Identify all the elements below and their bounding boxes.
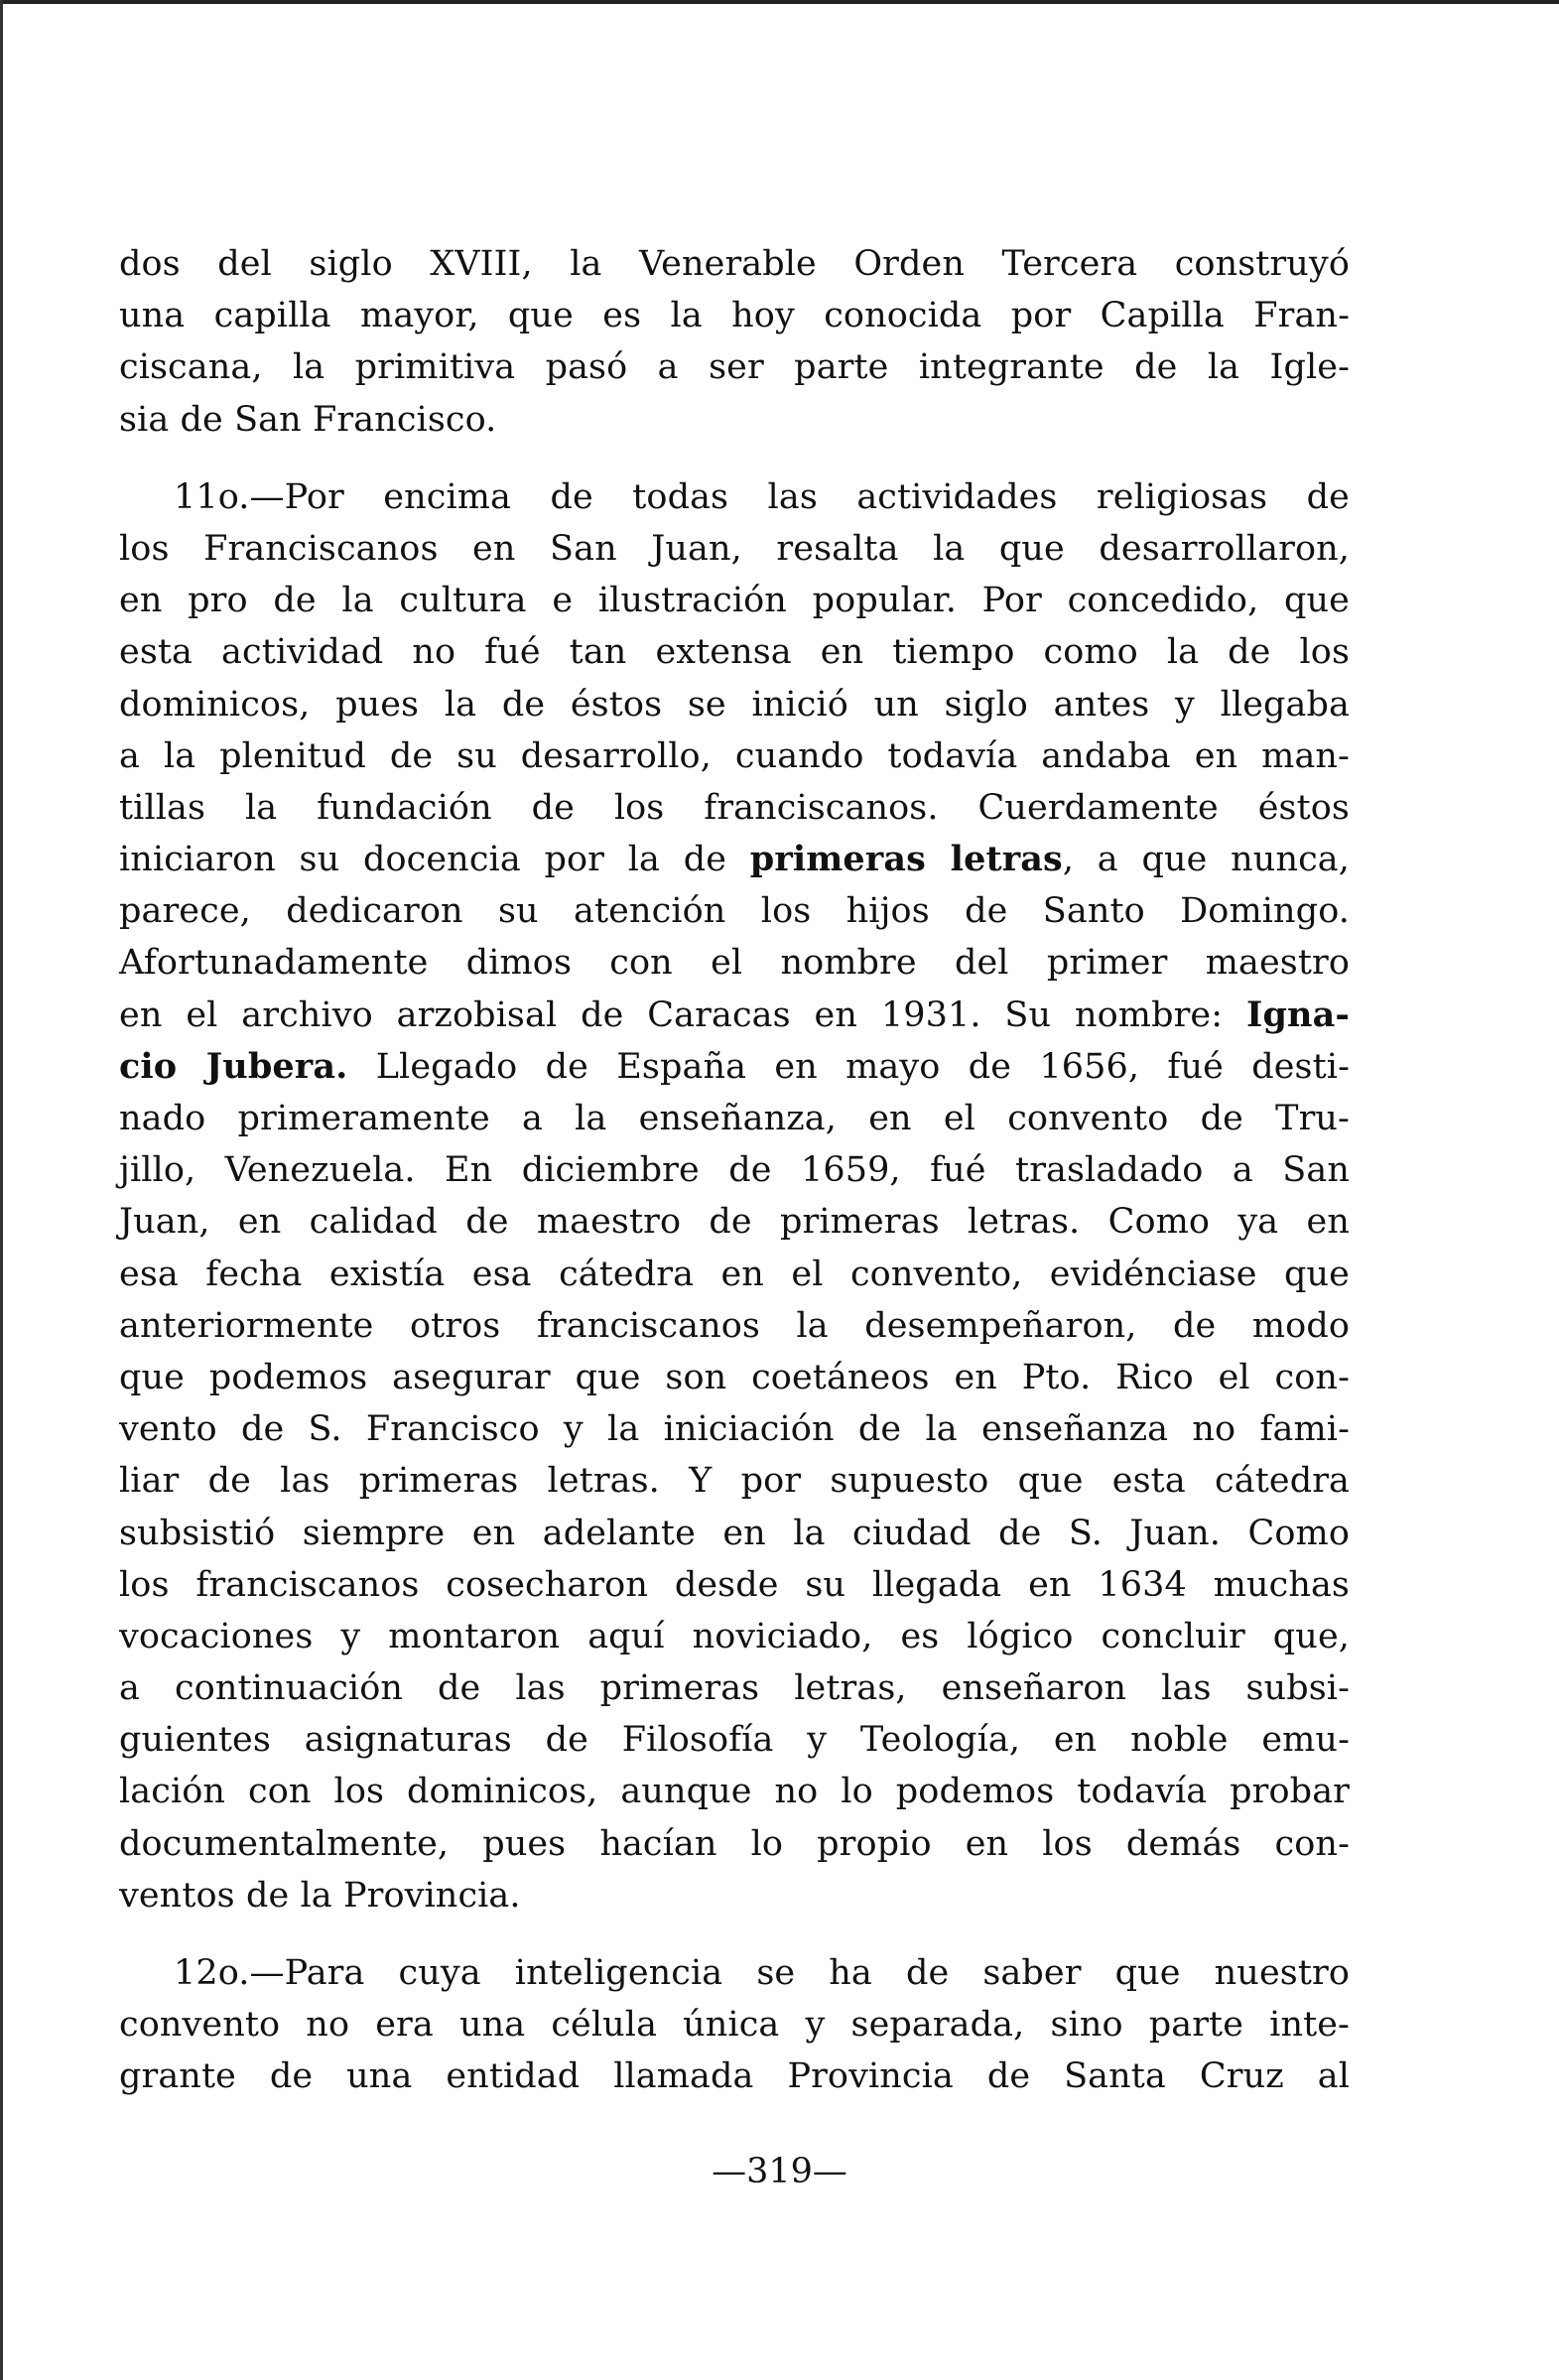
text-line [119,1249,1350,1300]
text-run: nado primeramente a la enseñanza, en el convento de Tru- [119,1099,1350,1138]
text-run: los franciscanos cosecharon desde su llegada en 1634 muchas [119,1564,1350,1605]
text-run: esta actividad no fué tan extensa en tiempo como la de los [119,632,1350,673]
page-body-text [119,238,1350,2103]
text-line [119,238,1350,290]
text-run: a continuación de las primeras letras, enseñaron las subsi- [119,1668,1350,1709]
text-line [119,1611,1350,1662]
text-run: dominicos, pues la de éstos se inició un siglo antes y llegaba [119,684,1350,725]
text-line [119,730,1350,782]
text-line [119,834,1350,885]
text-line [119,937,1350,989]
text-run: documentalmente, pues hacían lo propio en los demás con- [119,1823,1350,1864]
text-run: que podemos asegurar que son coetáneos en Pto. Rico el con- [119,1357,1350,1397]
bold-text: primeras letras [749,839,1063,880]
page-number: —319— [712,2152,847,2191]
text-line [119,1662,1350,1714]
text-line [119,1947,1350,1999]
text-line [119,1144,1350,1196]
text-run: jillo, Venezuela. En diciembre de 1659, fué trasladado a San [119,1150,1350,1191]
text-line [119,1714,1350,1766]
text-run: ciscana, la primitiva pasó a ser parte integrante de la Igle- [119,347,1350,388]
text-line [119,990,1350,1041]
page-top-edge [0,0,1559,4]
text-run: a la plenitud de su desarrollo, cuando todavía andaba en man- [119,735,1350,776]
text-line [119,782,1350,834]
text-line [119,1999,1350,2050]
text-run: ventos de la Provincia. [119,1875,521,1916]
text-run: sia de San Francisco. [119,399,497,440]
text-run: subsistió siempre en adelante en la ciudad de S. Juan. Como [119,1513,1350,1553]
text-run: dos del siglo XVIII, la Venerable Orden Tercera construyó [119,244,1350,284]
text-run: anteriormente otros franciscanos la desempeñaron, de modo [119,1305,1350,1346]
text-line [119,290,1350,341]
text-line [119,885,1350,937]
text-run: grante de una entidad llamada Provincia de Santa Cruz al [119,2056,1350,2097]
text-run: vocaciones y montaron aquí noviciado, es lógico concluir que, [119,1616,1350,1656]
paragraph [119,238,1350,446]
text-line [119,1403,1350,1455]
text-run: convento no era una célula única y separada, sino parte inte- [119,2005,1350,2046]
text-line [119,626,1350,678]
text-line [119,1870,1350,1921]
text-line [119,679,1350,730]
text-run: guientes asignaturas de Filosofía y Teología, en noble emu- [119,1720,1350,1761]
text-run: en pro de la cultura e ilustración popular. Por concedido, que [119,581,1350,621]
text-line [119,1041,1350,1093]
text-run: Afortunadamente dimos con el nombre del primer maestro [119,943,1350,984]
paragraph [119,1947,1350,2103]
text-run: vento de S. Francisco y la iniciación de la enseñanza no fami- [119,1409,1350,1450]
text-run: 11o.—Por encima de todas las actividades religiosas de [174,476,1350,517]
paragraph-gap [119,446,1350,471]
text-run: liar de las primeras letras. Y por supuesto que esta cátedra [119,1461,1350,1502]
text-line [119,1766,1350,1817]
text-line [119,1818,1350,1870]
bold-text: Igna- [1246,993,1350,1035]
text-run: parece, dedicaron su atención los hijos de Santo Domingo. [119,891,1350,932]
text-line [119,523,1350,575]
text-run: 12o.—Para cuya inteligencia se ha de saber que nuestro [174,1953,1350,1993]
text-line [119,2050,1350,2102]
text-run: en el archivo arzobisal de Caracas en 1931. Su nombre: [119,994,1246,1035]
text-line [119,1559,1350,1611]
bold-text: cio Jubera. [119,1045,348,1087]
text-run: Llegado de España en mayo de 1656, fué desti- [347,1046,1350,1087]
paragraph [119,471,1350,1921]
text-line [119,471,1350,523]
page-left-edge [0,0,3,2380]
text-run: , a que nunca, [1062,840,1350,880]
text-line [119,1196,1350,1248]
text-run: una capilla mayor, que es la hoy conocida por Capilla Fran- [119,296,1350,336]
text-line [119,575,1350,626]
text-line [119,1300,1350,1352]
text-line [119,341,1350,393]
text-line [119,1093,1350,1144]
paragraph-gap [119,1921,1350,1947]
text-run: Juan, en calidad de maestro de primeras letras. Como ya en [119,1202,1350,1243]
text-run: iniciaron su docencia por la de [119,840,750,880]
text-line [119,394,1350,446]
text-line [119,1455,1350,1507]
text-run: tillas la fundación de los franciscanos. Cuerdamente éstos [119,787,1350,828]
text-line [119,1508,1350,1559]
text-run: los Franciscanos en San Juan, resalta la que desarrollaron, [119,528,1350,569]
text-line [119,1352,1350,1403]
text-run: lación con los dominicos, aunque no lo podemos todavía probar [119,1772,1350,1812]
text-run: esa fecha existía esa cátedra en el convento, evidénciase que [119,1254,1350,1294]
